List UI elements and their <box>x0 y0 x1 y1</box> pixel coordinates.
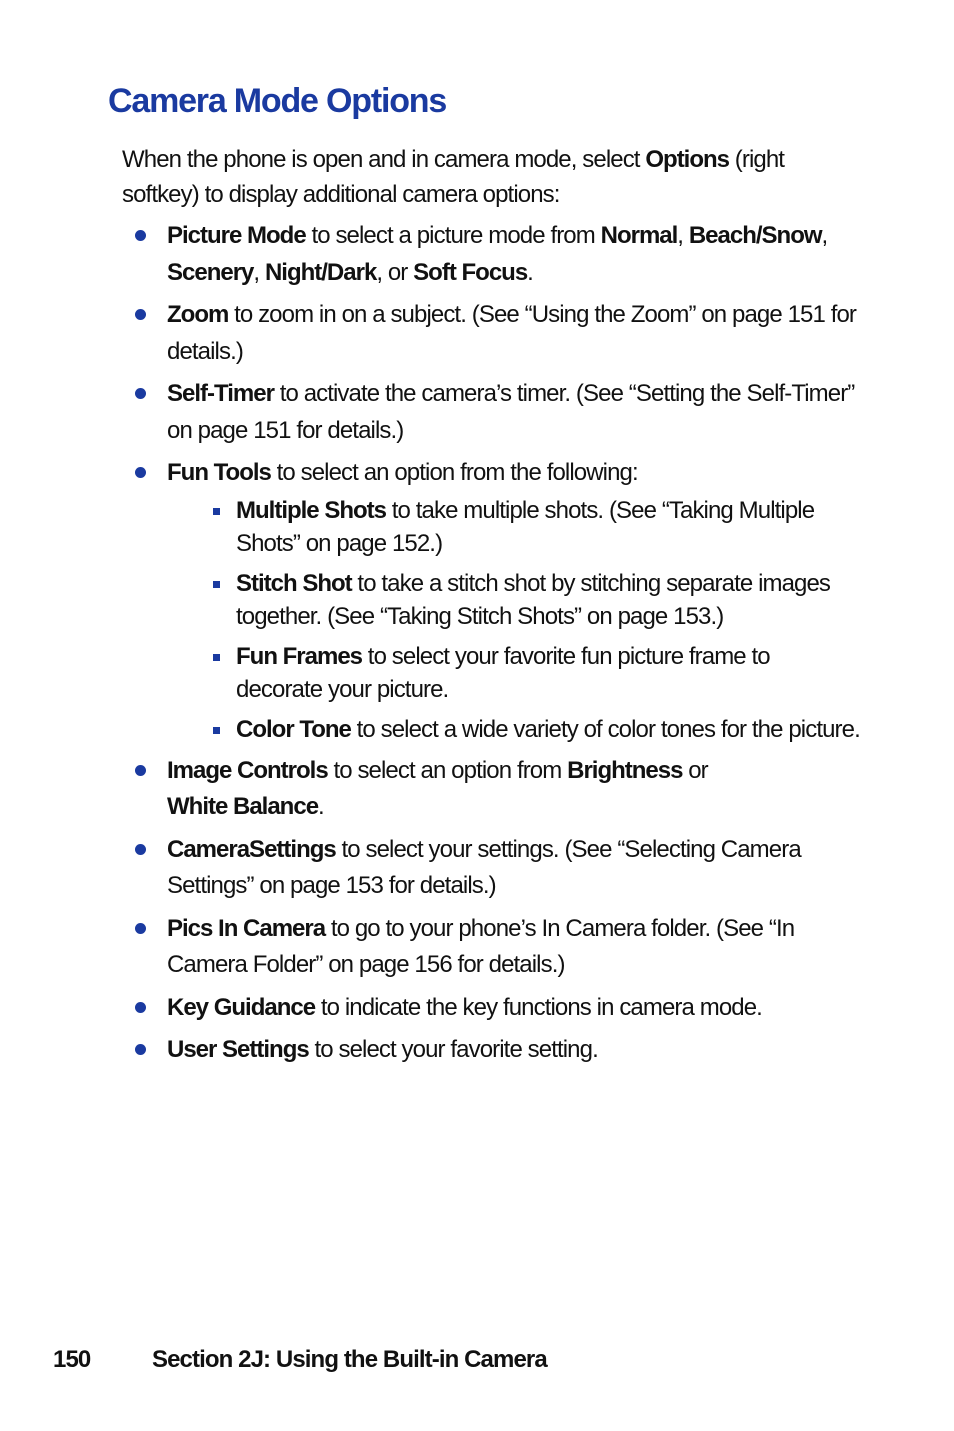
sub-item-color-tone <box>167 713 860 746</box>
option-white-balance: White Balance <box>167 793 319 820</box>
sub-item-text: to take multiple shots. (See “Taking Multiple Shots” on page 152.) <box>236 496 815 557</box>
sub-item-text: to select your favorite fun picture frame to decorate your picture. <box>236 642 770 703</box>
option-soft-focus: Soft Focus <box>413 258 528 286</box>
list-item-image-controls <box>134 753 860 826</box>
square-bullet-icon <box>213 508 220 515</box>
list-item-fun-tools <box>134 455 860 746</box>
sub-item-term: Multiple Shots <box>236 496 386 524</box>
bullet-icon <box>135 844 146 855</box>
sub-item-text: to take a stitch shot by stitching separate images together. (See “Taking Stitch Shots” on page 153.) <box>236 569 831 630</box>
intro-text: When the phone is open and in camera mode, select <box>122 146 646 173</box>
bullet-icon <box>135 923 146 934</box>
list-item-user-settings <box>134 1032 860 1069</box>
item-text: to activate the camera’s timer. (See “Setting the Self-Timer” on page 151 for details.) <box>167 380 855 444</box>
sub-item-text: to select a wide variety of color tones for the picture. <box>350 715 860 743</box>
item-end: . <box>527 258 533 286</box>
bullet-icon <box>135 1002 146 1013</box>
list-item-key-guidance <box>134 990 860 1027</box>
item-text: to select your favorite setting. <box>308 1036 598 1063</box>
list-item-camera-settings <box>134 832 860 905</box>
item-text: to select a picture mode from <box>305 222 601 249</box>
camera-options-list <box>134 218 860 1075</box>
item-text: to select an option from <box>327 756 568 784</box>
separator: , or <box>376 258 414 286</box>
item-term: Zoom <box>167 301 229 328</box>
intro-options-term: Options <box>645 146 730 173</box>
separator: or <box>682 756 708 784</box>
sub-item-term: Fun Frames <box>236 642 363 670</box>
option-night-dark: Night/Dark <box>264 258 377 286</box>
item-text: to zoom in on a subject. (See “Using the Zoom” on page 151 for details.) <box>167 301 857 365</box>
bullet-icon <box>135 388 146 399</box>
intro-text-end: (right softkey) to display additional camera options: <box>122 146 785 208</box>
bullet-icon <box>135 467 146 478</box>
list-item-picture-mode <box>134 218 860 291</box>
item-term: Picture Mode <box>167 222 306 249</box>
list-item-zoom <box>134 297 860 370</box>
list-item-self-timer <box>134 376 860 449</box>
sub-item-fun-frames <box>167 640 860 706</box>
sub-item-term: Stitch Shot <box>236 569 352 597</box>
sub-item-term: Color Tone <box>236 715 351 743</box>
page-number: 150 <box>53 1346 91 1373</box>
fun-tools-sublist <box>167 494 860 746</box>
separator: , <box>253 258 265 286</box>
item-term: Fun Tools <box>167 459 271 486</box>
list-item-pics-in-camera <box>134 911 860 984</box>
page-title: Camera Mode Options <box>108 82 447 120</box>
item-text: to go to your phone’s In Camera folder. (See “In Camera Folder” on page 156 for details.) <box>167 914 795 978</box>
item-term: Image Controls <box>167 756 328 784</box>
option-brightness: Brightness <box>567 756 683 784</box>
square-bullet-icon <box>213 654 220 661</box>
option-scenery: Scenery <box>167 258 254 286</box>
square-bullet-icon <box>213 581 220 588</box>
item-term: Self-Timer <box>167 380 274 407</box>
separator: , <box>821 222 828 249</box>
sub-item-multiple-shots <box>167 494 860 560</box>
option-normal: Normal <box>600 222 678 249</box>
item-text: to indicate the key functions in camera mode. <box>315 993 762 1021</box>
item-term: CameraSettings <box>167 835 336 863</box>
sub-item-stitch-shot <box>167 567 860 633</box>
item-term: User Settings <box>167 1036 309 1063</box>
option-beach-snow: Beach/Snow <box>688 222 822 249</box>
item-term: Pics In Camera <box>167 914 326 942</box>
square-bullet-icon <box>213 727 220 734</box>
item-end: . <box>318 793 324 820</box>
intro-paragraph <box>122 142 862 212</box>
bullet-icon <box>135 230 146 241</box>
item-text: to select an option from the following: <box>270 459 638 486</box>
separator: , <box>677 222 689 249</box>
item-term: Key Guidance <box>167 993 316 1021</box>
section-title: Section 2J: Using the Built-in Camera <box>152 1346 547 1373</box>
item-text: to select your settings. (See “Selecting Camera Settings” on page 153 for details.) <box>167 835 801 899</box>
bullet-icon <box>135 309 146 320</box>
bullet-icon <box>135 765 146 776</box>
bullet-icon <box>135 1044 146 1055</box>
